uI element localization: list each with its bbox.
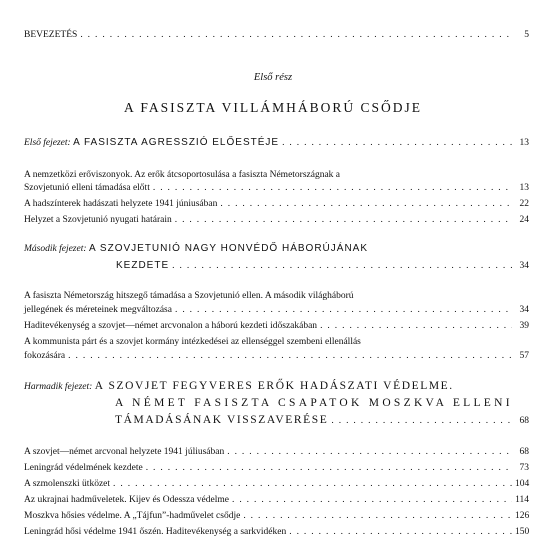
chapter1-item-2-page: 22	[519, 199, 529, 209]
chapter2-heading-line1	[24, 243, 529, 256]
chapter3-item-6-page: 150	[515, 527, 530, 537]
chapter1-item-1-line1: A nemzetközi erőviszonyok. Az erők átcsoportosulása a fasiszta Németországnak a	[24, 170, 341, 180]
part-title: A FASISZTA VILLÁMHÁBORÚ CSŐDJE	[123, 100, 423, 115]
dot-leader	[227, 446, 512, 458]
dot-leader	[232, 494, 512, 506]
dot-leader	[146, 462, 512, 474]
dot-leader	[331, 415, 512, 427]
chapter3-heading-line2	[115, 397, 529, 411]
chapter3-page: 68	[519, 416, 529, 426]
chapter2-item-1	[24, 304, 529, 316]
chapter2-item-2-page: 39	[519, 321, 529, 331]
chapter2-item-3-line1: A kommunista párt és a szovjet kormány intézkedései az ellenséggel szembeni ellenállás	[24, 337, 361, 347]
chapter1-heading	[24, 137, 529, 149]
part-label: Első rész	[253, 72, 293, 83]
chapter2-title-line1: A SZOVJETUNIÓ NAGY HONVÉDŐ HÁBORÚJÁNAK	[89, 243, 369, 254]
chapter1-item-1-line2: Szovjetunió elleni támadása előtt	[24, 183, 150, 193]
chapter1-item-3-page: 24	[519, 215, 529, 225]
chapter3-item-2-page: 73	[519, 463, 529, 473]
chapter2-item-3	[24, 350, 529, 362]
dot-leader	[243, 510, 512, 522]
toc-entry-intro	[24, 29, 529, 41]
chapter3-item-3-page: 104	[515, 479, 530, 489]
chapter3-item-1	[24, 446, 529, 458]
chapter3-item-5	[24, 510, 529, 522]
chapter3-heading-line1	[24, 380, 529, 394]
chapter2-item-3-line2: fokozására	[24, 351, 66, 361]
chapter2-heading-line2	[116, 260, 529, 272]
chapter3-item-3-text: A szmolenszki ütközet	[24, 479, 111, 489]
dot-leader	[68, 350, 512, 362]
chapter1-page: 13	[519, 138, 529, 148]
chapter3-label: Harmadik fejezet:	[24, 382, 93, 392]
chapter3-item-4-page: 114	[515, 495, 529, 505]
dot-leader	[172, 260, 512, 272]
dot-leader	[175, 304, 512, 316]
chapter2-item-1-page: 34	[519, 305, 529, 315]
chapter3-item-2	[24, 462, 529, 474]
dot-leader	[113, 478, 512, 490]
intro-page: 5	[524, 30, 529, 40]
dot-leader	[320, 320, 512, 332]
dot-leader	[80, 29, 512, 41]
dot-leader	[175, 214, 512, 226]
chapter3-item-6-text: Leningrád hősi védelme 1941 őszén. Haditevékenység a sarkvidéken	[24, 527, 287, 537]
chapter2-item-2	[24, 320, 529, 332]
dot-leader	[289, 526, 512, 538]
chapter2-item-2-text: Haditevékenység a szovjet—német arcvonalon a háború kezdeti időszakában	[24, 321, 318, 331]
chapter1-item-1	[24, 182, 529, 194]
intro-label: BEVEZETÉS	[24, 30, 78, 40]
chapter3-title-line3: TÁMADÁSÁNAK VISSZAVERÉSE	[115, 414, 329, 426]
chapter3-title-line2: A NÉMET FASISZTA CSAPATOK MOSZKVA ELLENI	[115, 397, 513, 409]
chapter3-title-line1: A SZOVJET FEGYVERES ERŐK HADÁSZATI VÉDELME.	[94, 380, 454, 392]
chapter2-item-1-line1: A fasiszta Németország hitszegő támadása a Szovjetunió ellen. A második világháború	[24, 291, 354, 301]
chapter3-heading-line3	[115, 414, 529, 427]
chapter1-label: Első fejezet:	[24, 138, 71, 148]
dot-leader	[220, 198, 512, 210]
chapter2-label: Második fejezet:	[24, 244, 87, 254]
chapter2-title-line2: KEZDETE	[116, 260, 170, 271]
chapter3-item-2-text: Leningrád védelmének kezdete	[24, 463, 143, 473]
chapter3-item-5-page: 126	[515, 511, 530, 521]
chapter1-item-2-text: A hadszínterek hadászati helyzete 1941 júniusában	[24, 199, 218, 209]
chapter1-title: A FASISZTA AGRESSZIÓ ELŐESTÉJE	[73, 137, 280, 148]
chapter1-item-2	[24, 198, 529, 210]
dot-leader	[282, 137, 512, 149]
dot-leader	[153, 182, 512, 194]
chapter3-item-3	[24, 478, 529, 490]
chapter3-item-1-page: 68	[519, 447, 529, 457]
chapter3-item-4-text: Az ukrajnai hadműveletek. Kijev és Odessza védelme	[24, 495, 229, 505]
chapter3-item-1-text: A szovjet—német arcvonal helyzete 1941 júliusában	[24, 447, 225, 457]
chapter2-page: 34	[519, 261, 529, 271]
chapter2-item-1-line2: jellegének és méreteinek megváltozása	[24, 305, 172, 315]
chapter1-item-1-page: 13	[519, 183, 529, 193]
chapter1-item-3-text: Helyzet a Szovjetunió nyugati határain	[24, 215, 172, 225]
chapter1-item-3	[24, 214, 529, 226]
chapter3-item-6	[24, 526, 529, 538]
chapter2-item-3-page: 57	[519, 351, 529, 361]
chapter3-item-5-text: Moszkva hősies védelme. A „Tájfun”-hadművelet csődje	[24, 511, 241, 521]
chapter3-item-4	[24, 494, 529, 506]
